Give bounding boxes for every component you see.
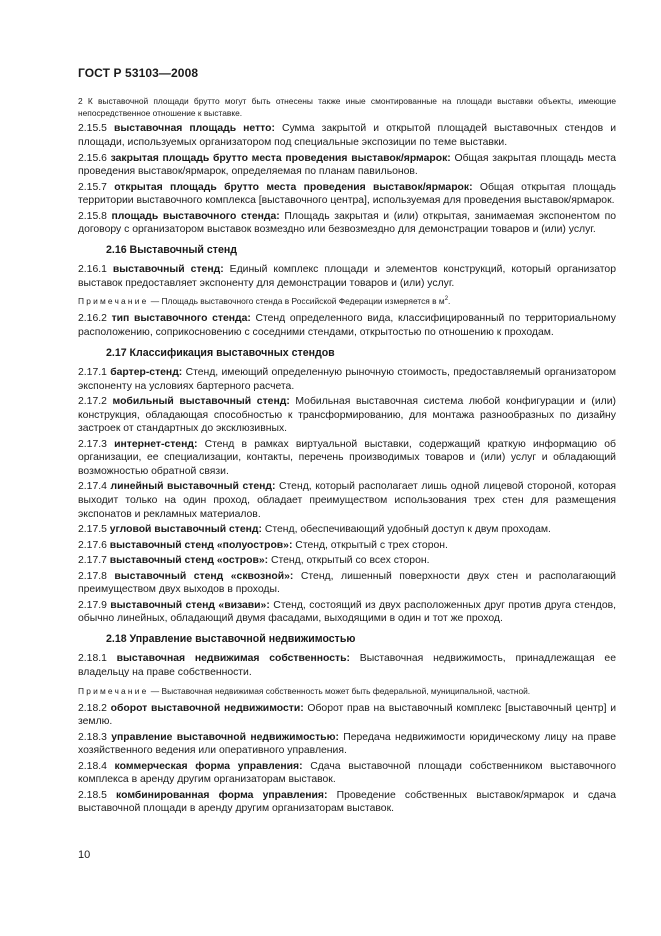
definition-item — [78, 366, 616, 393]
definition-item — [78, 789, 616, 816]
term: интернет-стенд: — [114, 438, 198, 450]
clause-number: 2.17.1 — [78, 367, 111, 379]
definition-text: Стенд, лишенный поверхности двух стен и располагающий преимуществом двух выходов в проходы. — [78, 570, 616, 596]
clause-number: 2.17.7 — [78, 555, 110, 567]
definition-text: Единый комплекс площади и элементов конструкций, который организатор выставок предоставляет экспоненту для демонстрации товаров и (или) услуг. — [78, 264, 616, 289]
items-group-2-16-2 — [78, 312, 616, 339]
note-text: — Площадь выставочного стенда в Российской Федерации измеряется в м — [148, 296, 445, 307]
definition-item — [78, 554, 616, 568]
document-body — [78, 95, 616, 818]
definition-item — [78, 702, 616, 729]
term: открытая площадь брутто места проведения выставок/ярмарок: — [114, 181, 473, 193]
definition-item — [78, 438, 616, 479]
clause-number: 2.18.3 — [78, 731, 112, 743]
note-superscript: 2 — [444, 296, 449, 303]
clause-number: 2.17.3 — [78, 438, 115, 450]
term: выставочный стенд «полуостров»: — [109, 539, 293, 551]
definition-item — [78, 731, 616, 758]
definition-text: Сумма закрытой и открытой площадей выставочных стендов и площади, используемых организатором под специальные экспозиции по теме выставки. — [78, 123, 617, 148]
note-stand-area — [78, 295, 616, 307]
clause-number: 2.17.9 — [78, 599, 111, 611]
items-group-2-15 — [78, 122, 616, 236]
clause-number: 2.18.5 — [78, 789, 117, 801]
items-group-2-17 — [78, 366, 616, 626]
term: выставочный стенд «остров»: — [109, 555, 269, 567]
definition-text: Стенд, имеющий определенную рыночную стоимость, предоставляемый организатором экспоненту на условиях бартерного расчета. — [78, 367, 616, 392]
definition-item — [78, 181, 616, 208]
note-text: — Выставочная недвижимая собственность может быть федеральной, муниципальной, частной. — [148, 685, 531, 696]
note-property — [78, 685, 616, 697]
definition-text: Оборот прав на выставочный комплекс [выставочный центр] и землю. — [78, 702, 616, 728]
definition-item — [78, 263, 616, 290]
definition-item — [78, 312, 616, 339]
term: тип выставочного стенда: — [111, 313, 251, 325]
definition-item — [78, 760, 616, 787]
definition-text: Стенд, состоящий из двух расположенных друг против друга стендов, обычно линейных, обладающий двумя фасадами, выходящими в один и тот же проход. — [78, 599, 617, 625]
items-group-2-18-1 — [78, 652, 616, 679]
document-header: ГОСТ Р 53103—2008 — [78, 66, 199, 80]
items-group-2-18 — [78, 702, 616, 816]
term: выставочный стенд: — [112, 264, 224, 276]
term: коммерческая форма управления: — [114, 760, 303, 772]
definition-item — [78, 570, 616, 597]
term: выставочный стенд «сквозной»: — [114, 570, 294, 582]
definition-item — [78, 122, 616, 149]
clause-number: 2.17.6 — [78, 539, 110, 551]
term: площадь выставочного стенда: — [111, 210, 280, 222]
definition-text: Мобильная выставочная система любой конфигурации и (или) конструкция, обладающая способностью к трансформированию, для монтажа разнообразных по дизайну застроек от стандартных до эксклюзивных. — [78, 396, 617, 435]
term: оборот выставочной недвижимости: — [110, 702, 304, 714]
definition-item — [78, 210, 616, 237]
definition-text: Стенд, который располагает лишь одной лицевой стороной, которая выходит только на один проход, обладает преимуществом использования трех стен для размещения экспонатов и рекламных материалов. — [78, 481, 616, 520]
clause-number: 2.15.6 — [78, 152, 111, 164]
clause-number: 2.17.5 — [78, 524, 110, 536]
definition-text: Проведение собственных выставок/ярмарок и сдача выставочной площади в аренду другим организаторам выставок. — [78, 789, 616, 815]
note-tail: . — [448, 296, 451, 307]
definition-text: Общая открытая площадь территории выставочного комплекса [выставочного центра], используемая для проведения выставок/ярмарок. — [78, 181, 617, 207]
definition-text: Выставочная недвижимость, принадлежащая ее владельцу на праве собственности. — [78, 653, 616, 678]
section-heading-2-18: 2.18 Управление выставочной недвижимостью — [106, 632, 356, 645]
definition-item — [78, 523, 616, 537]
clause-number: 2.15.5 — [78, 123, 114, 135]
term: бартер-стенд: — [110, 367, 183, 379]
clause-number: 2.17.2 — [78, 396, 113, 408]
clause-number: 2.15.8 — [78, 210, 112, 222]
definition-text: Общая закрытая площадь места проведения выставок/ярмарок, определяемая по планам павильонов. — [78, 152, 616, 178]
term: угловой выставочный стенд: — [109, 524, 262, 536]
definition-text: Площадь закрытая и (или) открытая, занимаемая экспонентом по договору с организатором выставок возмездно или безвозмездно для демонстрации товаров и (или) услуг. — [78, 210, 616, 236]
definition-item — [78, 395, 616, 436]
definition-text: Сдача выставочной площади собственником выставочного комплекса в аренду другим организаторам выставок. — [78, 760, 616, 786]
term: линейный выставочный стенд: — [110, 481, 276, 493]
definition-text: Стенд, открытый с трех сторон. — [292, 539, 448, 551]
items-group-2-16-1 — [78, 263, 616, 290]
clause-number: 2.16.1 — [78, 264, 113, 276]
definition-text: Стенд, открытый со всех сторон. — [268, 555, 430, 567]
term: закрытая площадь брутто места проведения выставок/ярмарок: — [110, 152, 451, 164]
term: управление выставочной недвижимостью: — [111, 731, 339, 743]
clause-number: 2.16.2 — [78, 313, 112, 325]
definition-item — [78, 152, 616, 179]
definition-item — [78, 599, 616, 626]
note-label: Примечание — [78, 296, 149, 307]
term: выставочный стенд «визави»: — [110, 599, 270, 611]
page-number: 10 — [78, 849, 91, 861]
definition-text: Передача недвижимости юридическому лицу на праве хозяйственного ведения или оперативного управления. — [78, 731, 616, 757]
clause-number: 2.17.4 — [78, 481, 111, 493]
clause-number: 2.18.1 — [78, 653, 117, 665]
term: комбинированная форма управления: — [116, 789, 328, 801]
clause-number: 2.15.7 — [78, 181, 115, 193]
section-heading-2-17: 2.17 Классификация выставочных стендов — [106, 346, 335, 359]
section-heading-2-16: 2.16 Выставочный стенд — [106, 243, 237, 256]
clause-number: 2.18.2 — [78, 702, 111, 714]
footnote: 2 К выставочной площади брутто могут быть отнесены также иные смонтированные на площади выставки объекты, имеющие непосредственное отношение к выставке. — [78, 96, 616, 119]
note-label: Примечание — [78, 685, 149, 696]
definition-item — [78, 539, 616, 553]
clause-number: 2.18.4 — [78, 760, 115, 772]
term: выставочная недвижимая собственность: — [116, 653, 350, 665]
definition-text: Стенд определенного вида, классифицированный по территориальному расположению, соприкосновению с соседними стендами, открытостью по отношению к проходам. — [78, 313, 616, 338]
definition-text: Стенд в рамках виртуальной выставки, содержащий краткую информацию об организации, ее специализации, контакты, перечень производимых товаров и (или) услуг и обладающий возможностью обратной связи. — [78, 438, 616, 477]
term: выставочная площадь нетто: — [113, 123, 275, 135]
clause-number: 2.17.8 — [78, 570, 115, 582]
term: мобильный выставочный стенд: — [112, 396, 290, 408]
definition-text: Стенд, обеспечивающий удобный доступ к двум проходам. — [262, 524, 551, 536]
definition-item — [78, 652, 616, 679]
definition-item — [78, 480, 616, 521]
